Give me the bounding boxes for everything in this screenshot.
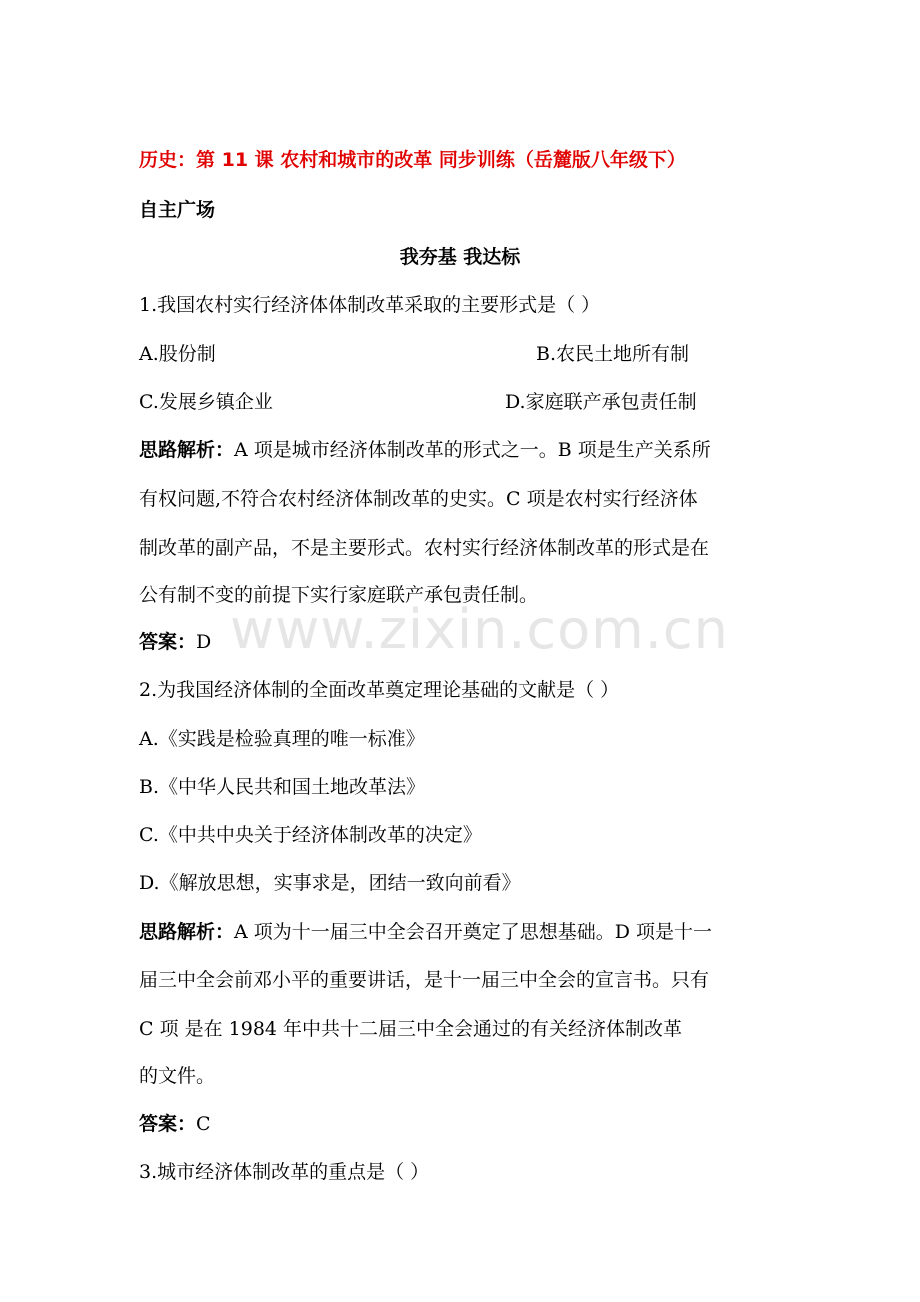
q1-stem: 1.我国农村实行经济体体制改革采取的主要形式是（ ） (139, 294, 601, 316)
q1-analysis-line1 (139, 437, 711, 463)
q1-option-b: B.农民土地所有制 (536, 343, 690, 365)
q2-option-c: C.《中共中央关于经济体制改革的决定》 (139, 824, 482, 846)
q2-answer-value: C (196, 1113, 211, 1135)
q1-analysis-line4: 公有制不变的前提下实行家庭联产承包责任制。 (139, 584, 539, 606)
q1-option-a: A.股份制 (139, 343, 216, 365)
q1-option-c: C.发展乡镇企业 (139, 391, 273, 413)
q1-analysis-line2: 有权问题,不符合农村经济体制改革的史实。C 项是农村实行经济体 (139, 488, 698, 510)
q1-answer-value: D (196, 631, 212, 653)
q2-option-a: A.《实践是检验真理的唯一标准》 (139, 728, 425, 750)
q2-answer (139, 1111, 211, 1137)
q2-analysis-line3: C 项 是在 1984 年中共十二届三中全会通过的有关经济体制改革 (139, 1018, 683, 1040)
q1-options-row1 (139, 341, 690, 367)
q3-stem: 3.城市经济体制改革的重点是（ ） (139, 1161, 430, 1183)
q2-option-b: B.《中华人民共和国土地改革法》 (139, 776, 426, 798)
q1-answer (139, 629, 211, 655)
q1-analysis-text1: A 项是城市经济体制改革的形式之一。B 项是生产关系所 (234, 439, 711, 461)
q2-analysis-line4: 的文件。 (139, 1065, 216, 1087)
q1-answer-label: 答案： (139, 631, 197, 653)
q2-option-d: D.《解放思想，实事求是，团结一致向前看》 (139, 872, 521, 894)
watermark: www.zixin.com.cn (230, 598, 729, 661)
q1-analysis-line3: 制改革的副产品，不是主要形式。农村实行经济体制改革的形式是在 (139, 537, 710, 559)
q1-analysis-label: 思路解析： (139, 439, 235, 461)
q2-analysis-label: 思路解析： (139, 921, 235, 943)
q1-options-row2 (139, 389, 697, 415)
q2-answer-label: 答案： (139, 1113, 197, 1135)
q2-analysis-text1: A 项为十一届三中全会召开奠定了思想基础。D 项是十一 (234, 921, 713, 943)
document-title: 历史：第 11 课 农村和城市的改革 同步训练（岳麓版八年级下） (139, 149, 686, 171)
q2-analysis-line2: 届三中全会前邓小平的重要讲话，是十一届三中全会的宣言书。只有 (139, 969, 710, 991)
subsection-heading: 我夯基 我达标 (399, 246, 521, 268)
q1-option-d: D.家庭联产承包责任制 (505, 391, 697, 413)
q2-analysis-line1 (139, 919, 712, 945)
q2-stem: 2.为我国经济体制的全面改革奠定理论基础的文献是（ ） (139, 679, 620, 701)
section-heading: 自主广场 (139, 199, 216, 221)
